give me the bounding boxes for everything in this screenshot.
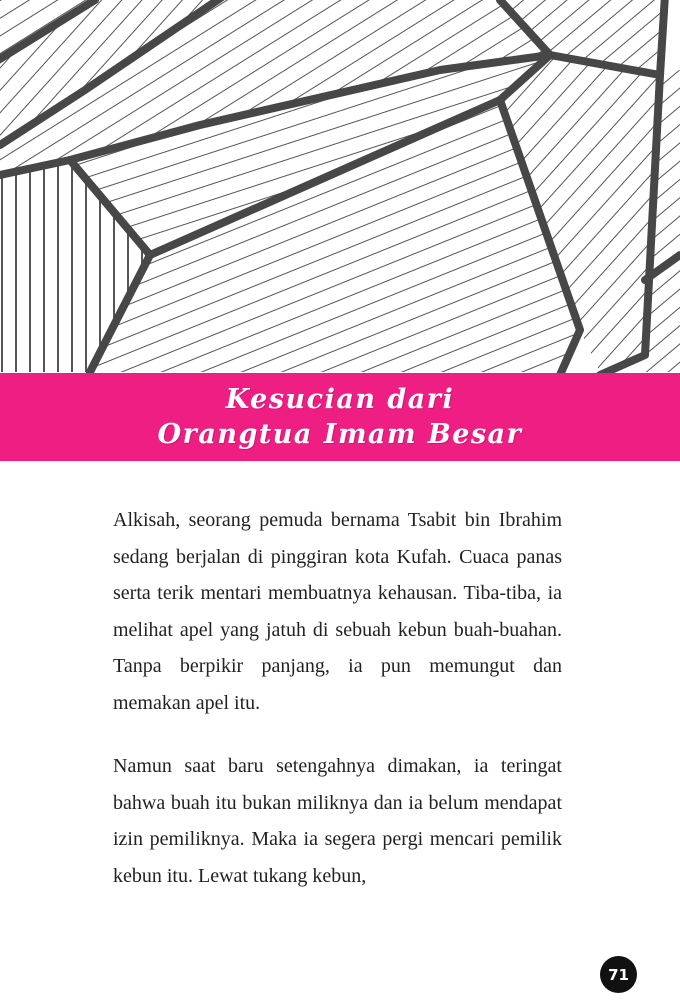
decorative-geometric-illustration xyxy=(0,0,680,375)
paragraph: Namun saat baru setengahnya dimakan, ia teringat bahwa buah itu bukan miliknya dan ia belum mendapat izin pemiliknya. Maka ia segera pergi mencari pemilik kebun itu. Lewat tukang kebun, xyxy=(113,755,562,887)
chapter-title-line-2: Orangtua Imam Besar xyxy=(157,419,523,450)
chapter-title-banner xyxy=(0,373,680,461)
chapter-body xyxy=(113,502,562,921)
chapter-title-line-1: Kesucian dari xyxy=(225,384,455,415)
page-number-badge: 71 xyxy=(600,956,637,993)
paragraph: Alkisah, seorang pemuda bernama Tsabit bin Ibrahim sedang berjalan di pinggiran kota Kufah. Cuaca panas serta terik mentari membuatnya kehausan. Tiba-tiba, ia melihat apel yang jatuh di sebuah kebun buah-buahan. Tanpa berpikir panjang, ia pun memungut dan memakan apel itu. xyxy=(113,509,562,714)
